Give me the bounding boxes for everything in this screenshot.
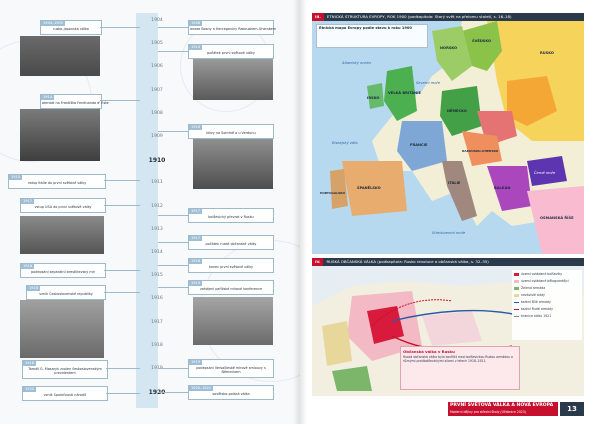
legend-item: hranice státu 1921 bbox=[514, 314, 551, 318]
photo-sarajevo-assassination bbox=[20, 109, 100, 161]
timeline-year-tick: 1909 bbox=[151, 134, 163, 139]
connector-line bbox=[100, 100, 140, 101]
timeline-event: 1919 podepsání Versailleské mírové smlouvy s Německem bbox=[188, 359, 274, 378]
timeline-event: 1920 vznik Společnosti národů bbox=[22, 386, 108, 401]
timeline-year-tick: 1910 bbox=[148, 157, 166, 165]
connector-line bbox=[158, 131, 188, 132]
europe-ethnic-map bbox=[312, 21, 584, 254]
photo-russo-japanese-war bbox=[20, 36, 100, 76]
timeline-event: 1918 podepsání separátní brestlitevský mír bbox=[20, 263, 106, 278]
legend-item: tažení Bílé armády bbox=[514, 300, 551, 304]
timeline-event: 1904–1905 rusko-japonská válka bbox=[40, 20, 102, 35]
timeline-year-tick: 1905 bbox=[151, 41, 163, 47]
legend-item: území ovládané bělogvardějci bbox=[514, 279, 569, 283]
connector-line bbox=[158, 51, 188, 52]
label-mediterranean: Středozemní moře bbox=[432, 231, 466, 235]
note-box: Občanská válka v Rusku Ruská občanská válka byla konflikt mezi bolševickou Rudou armádou a různými protibolševickými silami v letech 1918–1921. bbox=[400, 346, 520, 390]
label-portugal: PORTUGALSKO bbox=[320, 191, 346, 195]
connector-line bbox=[106, 393, 140, 394]
legend-swatch bbox=[514, 273, 519, 276]
timeline-event: 1917 vstup USA do první světové války bbox=[20, 198, 106, 213]
legend-item: území ovládané bolševiky bbox=[514, 272, 562, 276]
timeline-year-tick: 1908 bbox=[151, 110, 163, 116]
timeline-axis bbox=[136, 13, 158, 408]
map-legend bbox=[512, 270, 582, 340]
area-white-east bbox=[422, 311, 482, 346]
section-3-header: III. ETNICKÁ STRUKTURA EVROPY, ROK 1900 (podkapitola: Starý svět na přelomu století, s. 16–18) bbox=[312, 13, 584, 21]
timeline-event: 1916 bitvy na Sommě a u Verdunu bbox=[188, 124, 274, 139]
legend-swatch bbox=[514, 280, 519, 283]
timeline-event: 1917 bolševický převrat v Rusku bbox=[188, 208, 274, 223]
timeline-year-tick: 1914 bbox=[151, 250, 163, 255]
page-number: 13 bbox=[560, 402, 584, 416]
timeline-year-tick: 1907 bbox=[151, 87, 163, 93]
section-4-header: IV. RUSKÁ OBČANSKÁ VÁLKA (podkapitola: Rusko revoluce a občanská válka, s. 32–35) bbox=[312, 258, 584, 266]
legend-item: tažení Rudé armády bbox=[514, 307, 553, 311]
russian-civil-war-map bbox=[312, 266, 584, 396]
timeline-event: 1918 konec první světové války bbox=[188, 258, 274, 273]
label-balkan: BALKÁN bbox=[494, 186, 511, 190]
timeline-event: 1918 vznik Československé republiky bbox=[26, 285, 106, 300]
connector-line bbox=[106, 368, 140, 369]
label-france: FRANCIE bbox=[410, 143, 428, 147]
connector-line bbox=[158, 368, 188, 369]
timeline-year-tick: 1913 bbox=[151, 226, 163, 232]
photo-paris-conference bbox=[193, 297, 273, 345]
connector-line bbox=[100, 27, 140, 28]
timeline-year-tick: 1918 bbox=[151, 342, 163, 348]
legend-item: nezávislé státy bbox=[514, 293, 545, 297]
label-ottoman: OSMANSKÁ ŘÍŠE bbox=[540, 216, 574, 220]
legend-swatch bbox=[514, 309, 519, 310]
connector-line bbox=[158, 27, 188, 28]
footer-subtitle: Moderní dějiny pro střední školy (Učebnice 2023) bbox=[450, 410, 526, 414]
timeline-year-tick: 1919 bbox=[151, 366, 163, 371]
timeline-event: 1919 zahájení pařížské mírové konference bbox=[188, 280, 274, 295]
timeline-event: 1917 počátek ruské občanské války bbox=[188, 235, 274, 250]
connector-line bbox=[158, 392, 188, 393]
label-austria-hungary: RAKOUSKO-UHERSKO bbox=[462, 149, 499, 153]
timeline-year-tick: 1920 bbox=[148, 389, 166, 397]
timeline-year-tick: 1906 bbox=[151, 64, 163, 70]
photo-machine-gun bbox=[193, 139, 273, 189]
label-britain: VELKÁ BRITÁNIE bbox=[388, 91, 421, 95]
timeline-event: 1918 Tomáš G. Masaryk zvolen československým prezidentem bbox=[22, 360, 108, 379]
connector-line bbox=[158, 242, 188, 243]
connector-line bbox=[104, 180, 140, 181]
label-russia: RUSKO bbox=[540, 51, 554, 55]
connector-line bbox=[158, 215, 188, 216]
photo-czechoslovak-proclamation bbox=[20, 300, 104, 358]
timeline-event: 1914 počátek první světové války bbox=[188, 44, 274, 59]
label-ireland: IRSKO bbox=[367, 96, 380, 100]
label-norway: NORSKO bbox=[440, 46, 458, 50]
label-germany: NĚMECKO bbox=[447, 109, 467, 113]
timeline-year-tick: 1911 bbox=[151, 180, 163, 186]
book-gutter bbox=[293, 0, 307, 424]
map-caption-box: Etnická mapa Evropy podle stavu k roku 1900 bbox=[316, 24, 428, 48]
label-north-sea: Severní moře bbox=[416, 81, 441, 85]
label-biscay: Biskajský záliv bbox=[332, 141, 359, 145]
timeline-event: 1920–1921 sovětsko-polská válka bbox=[188, 385, 274, 400]
legend-item: Zelená armáda bbox=[514, 286, 545, 290]
label-italy: ITÁLIE bbox=[448, 181, 461, 185]
connector-line bbox=[104, 292, 140, 293]
label-sweden: ŠVÉDSKO bbox=[472, 39, 492, 43]
connector-line bbox=[104, 270, 140, 271]
legend-swatch bbox=[514, 302, 519, 303]
footer-title: PRVNÍ SVĚTOVÁ VÁLKA A NOVÁ EVROPA bbox=[450, 403, 554, 408]
label-atlantic: Atlantský oceán bbox=[342, 61, 371, 65]
timeline-year-tick: 1916 bbox=[151, 296, 163, 302]
legend-swatch bbox=[514, 287, 519, 290]
timeline-year-tick: 1917 bbox=[151, 319, 163, 325]
label-spain: ŠPANĚLSKO bbox=[357, 186, 381, 190]
photo-us-soldiers bbox=[20, 216, 104, 254]
connector-line bbox=[104, 205, 140, 206]
timeline-event: 1914 atentát na Františka Ferdinanda d' Este bbox=[40, 94, 102, 109]
photo-soldiers-marching bbox=[193, 59, 273, 100]
area-independent bbox=[322, 321, 352, 366]
legend-swatch bbox=[514, 316, 519, 317]
timeline-year-tick: 1915 bbox=[151, 273, 163, 279]
legend-swatch bbox=[514, 294, 519, 297]
label-black-sea: Černé moře bbox=[534, 171, 556, 175]
connector-line bbox=[158, 287, 188, 288]
connector-line bbox=[158, 265, 188, 266]
timeline-event: 1908 anexe Bosny a Hercegoviny Rakouskem-Uherskem bbox=[188, 20, 274, 35]
timeline-year-tick: 1912 bbox=[151, 203, 163, 209]
timeline-year-tick: 1904 bbox=[151, 18, 163, 23]
timeline-event: 1915 vstup Itálie do první světové války bbox=[8, 174, 106, 189]
